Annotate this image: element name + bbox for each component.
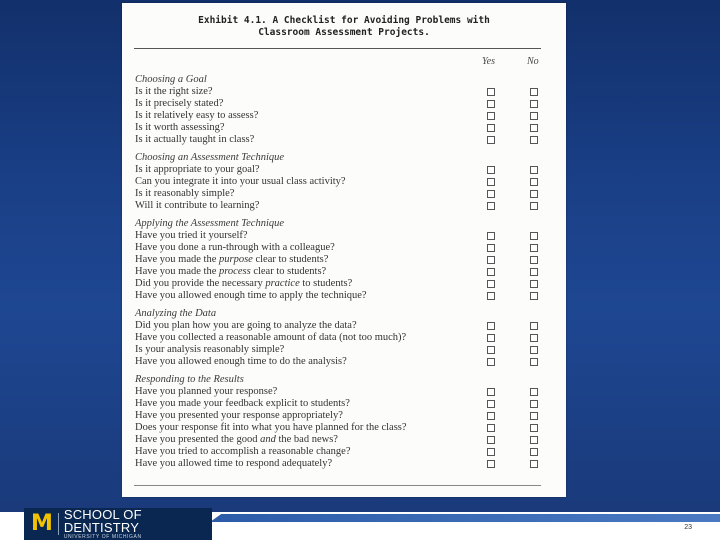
- no-checkbox[interactable]: [530, 244, 538, 252]
- yes-checkbox[interactable]: [487, 280, 495, 288]
- title-rule: [134, 48, 541, 49]
- yes-checkbox[interactable]: [487, 412, 495, 420]
- no-checkbox[interactable]: [530, 268, 538, 276]
- checklist-question: Is it appropriate to your goal?: [135, 164, 260, 175]
- yes-checkbox[interactable]: [487, 448, 495, 456]
- section-heading: Choosing a Goal: [135, 74, 207, 85]
- no-checkbox[interactable]: [530, 232, 538, 240]
- no-checkbox[interactable]: [530, 88, 538, 96]
- checklist-item: [134, 332, 554, 344]
- checklist-question: Does your response fit into what you have planned for the class?: [135, 422, 407, 433]
- logo-school-name: SCHOOL OF DENTISTRY: [63, 506, 142, 535]
- yes-checkbox[interactable]: [487, 190, 495, 198]
- checklist-item: [134, 410, 554, 422]
- yes-checkbox[interactable]: [487, 136, 495, 144]
- exhibit-title-line-1: Exhibit 4.1. A Checklist for Avoiding Problems with: [198, 15, 490, 26]
- section-heading: Analyzing the Data: [135, 308, 217, 319]
- checklist-question: Is it actually taught in class?: [135, 134, 255, 145]
- checklist-item: [134, 242, 554, 254]
- checklist-question: Have you allowed enough time to apply the technique?: [135, 290, 367, 301]
- checklist-question: Have you made your feedback explicit to students?: [135, 398, 350, 409]
- yes-checkbox[interactable]: [487, 268, 495, 276]
- exhibit-title: [122, 15, 566, 39]
- no-checkbox[interactable]: [530, 292, 538, 300]
- yes-checkbox[interactable]: [487, 322, 495, 330]
- footer-notch: [210, 512, 224, 522]
- checklist-question: Have you allowed time to respond adequately?: [135, 458, 333, 469]
- page-number: 23: [684, 524, 692, 531]
- checklist-question: Is it worth assessing?: [135, 122, 225, 133]
- checklist-question: Have you presented your response appropriately?: [135, 410, 343, 421]
- checklist-item: [134, 278, 554, 290]
- yes-column-header: Yes: [482, 56, 495, 67]
- yes-checkbox[interactable]: [487, 292, 495, 300]
- no-checkbox[interactable]: [530, 136, 538, 144]
- no-checkbox[interactable]: [530, 460, 538, 468]
- no-checkbox[interactable]: [530, 280, 538, 288]
- no-checkbox[interactable]: [530, 346, 538, 354]
- checklist-item: [134, 200, 554, 212]
- yes-checkbox[interactable]: [487, 100, 495, 108]
- checklist-item: [134, 266, 554, 278]
- yes-checkbox[interactable]: [487, 358, 495, 366]
- checklist-item: [134, 446, 554, 458]
- yes-checkbox[interactable]: [487, 424, 495, 432]
- no-checkbox[interactable]: [530, 124, 538, 132]
- no-checkbox[interactable]: [530, 100, 538, 108]
- checklist-question: Did you provide the necessary practice to students?: [135, 278, 353, 289]
- checklist-item: [134, 122, 554, 134]
- no-checkbox[interactable]: [530, 388, 538, 396]
- no-checkbox[interactable]: [530, 178, 538, 186]
- checklist-item: [134, 230, 554, 242]
- checklist-item: [134, 86, 554, 98]
- checklist-section: [134, 218, 554, 302]
- checklist-question: Will it contribute to learning?: [135, 200, 260, 211]
- no-checkbox[interactable]: [530, 202, 538, 210]
- checklist-item: [134, 134, 554, 146]
- checklist-question: Is it precisely stated?: [135, 98, 224, 109]
- checklist-question: Can you integrate it into your usual class activity?: [135, 176, 346, 187]
- yes-checkbox[interactable]: [487, 388, 495, 396]
- checklist-question: Have you tried it yourself?: [135, 230, 248, 241]
- checklist-item: [134, 254, 554, 266]
- yes-checkbox[interactable]: [487, 232, 495, 240]
- checklist-item: [134, 434, 554, 446]
- no-checkbox[interactable]: [530, 424, 538, 432]
- checklist-section: [134, 74, 554, 146]
- no-checkbox[interactable]: [530, 400, 538, 408]
- block-m-logo-icon: M: [31, 511, 52, 536]
- checklist-question: Is it reasonably simple?: [135, 188, 235, 199]
- no-checkbox[interactable]: [530, 358, 538, 366]
- no-checkbox[interactable]: [530, 166, 538, 174]
- yes-checkbox[interactable]: [487, 244, 495, 252]
- logo-separator: [58, 513, 59, 535]
- yes-checkbox[interactable]: [487, 460, 495, 468]
- logo-university-name: UNIVERSITY OF MICHIGAN: [63, 533, 142, 540]
- checklist-section: [134, 374, 554, 470]
- checklist-question: Is it the right size?: [135, 86, 213, 97]
- yes-checkbox[interactable]: [487, 178, 495, 186]
- no-checkbox[interactable]: [530, 334, 538, 342]
- checklist-item: [134, 386, 554, 398]
- checklist-item: [134, 176, 554, 188]
- checklist-question: Have you planned your response?: [135, 386, 278, 397]
- section-heading: Choosing an Assessment Technique: [135, 152, 285, 163]
- checklist-question: Have you presented the good and the bad news?: [135, 434, 338, 445]
- checklist-question: Have you done a run-through with a colleague?: [135, 242, 335, 253]
- yes-checkbox[interactable]: [487, 436, 495, 444]
- checklist-question: Have you made the process clear to students?: [135, 266, 327, 277]
- yes-checkbox[interactable]: [487, 166, 495, 174]
- checklist-question: Have you allowed enough time to do the analysis?: [135, 356, 347, 367]
- school-of-dentistry-logo: [24, 508, 212, 540]
- yes-checkbox[interactable]: [487, 202, 495, 210]
- checklist-question: Is it relatively easy to assess?: [135, 110, 259, 121]
- checklist: [134, 74, 554, 476]
- checklist-item: [134, 188, 554, 200]
- no-checkbox[interactable]: [530, 322, 538, 330]
- yes-checkbox[interactable]: [487, 400, 495, 408]
- exhibit-title-line-2: Classroom Assessment Projects.: [258, 27, 430, 38]
- yes-checkbox[interactable]: [487, 346, 495, 354]
- checklist-question: Is your analysis reasonably simple?: [135, 344, 285, 355]
- no-checkbox[interactable]: [530, 448, 538, 456]
- checklist-item: [134, 164, 554, 176]
- checklist-question: Have you collected a reasonable amount of data (not too much)?: [135, 332, 407, 343]
- checklist-section: [134, 308, 554, 368]
- no-checkbox[interactable]: [530, 190, 538, 198]
- checklist-item: [134, 356, 554, 368]
- checklist-item: [134, 422, 554, 434]
- footer-accent-strip: [210, 514, 720, 522]
- checklist-document: [122, 3, 566, 497]
- yes-checkbox[interactable]: [487, 124, 495, 132]
- logo-text: [64, 508, 212, 540]
- no-checkbox[interactable]: [530, 112, 538, 120]
- no-checkbox[interactable]: [530, 412, 538, 420]
- section-heading: Responding to the Results: [135, 374, 244, 385]
- checklist-item: [134, 98, 554, 110]
- checklist-item: [134, 458, 554, 470]
- yes-checkbox[interactable]: [487, 88, 495, 96]
- checklist-item: [134, 398, 554, 410]
- checklist-item: [134, 290, 554, 302]
- checklist-item: [134, 110, 554, 122]
- yes-checkbox[interactable]: [487, 112, 495, 120]
- checklist-item: [134, 320, 554, 332]
- yes-checkbox[interactable]: [487, 256, 495, 264]
- no-checkbox[interactable]: [530, 436, 538, 444]
- checklist-question: Did you plan how you are going to analyze the data?: [135, 320, 357, 331]
- yes-checkbox[interactable]: [487, 334, 495, 342]
- checklist-item: [134, 344, 554, 356]
- no-column-header: No: [527, 56, 539, 67]
- section-heading: Applying the Assessment Technique: [135, 218, 285, 229]
- checklist-question: Have you tried to accomplish a reasonable change?: [135, 446, 351, 457]
- checklist-section: [134, 152, 554, 212]
- no-checkbox[interactable]: [530, 256, 538, 264]
- checklist-question: Have you made the purpose clear to students?: [135, 254, 329, 265]
- bottom-rule: [134, 485, 541, 486]
